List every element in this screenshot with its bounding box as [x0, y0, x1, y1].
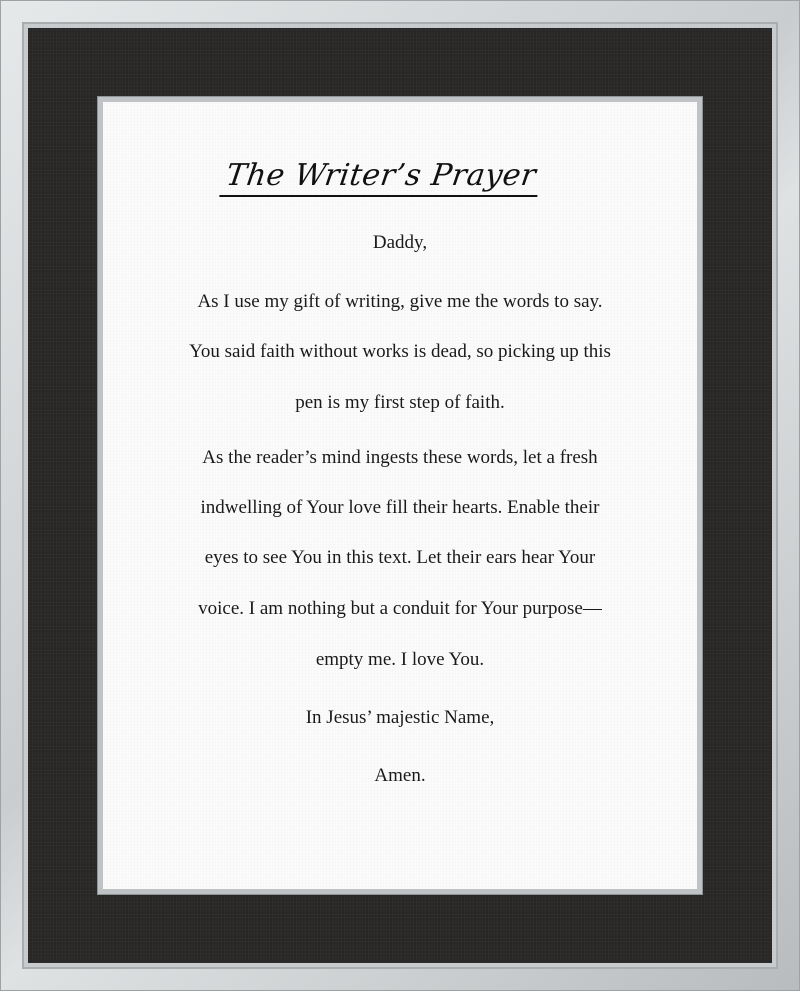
prayer-line: pen is my first step of faith.: [295, 392, 505, 413]
prayer-line: indwelling of Your love fill their hearts. Enable their: [200, 497, 600, 518]
prayer-title: [103, 158, 658, 197]
prayer-salutation: Daddy,: [372, 232, 428, 253]
prayer-line: As I use my gift of writing, give me the words to say.: [197, 291, 603, 312]
prayer-closing: In Jesus’ majestic Name,: [305, 707, 495, 728]
prayer-line: voice. I am nothing but a conduit for Your purpose—: [198, 598, 602, 619]
prayer-line: empty me. I love You.: [315, 649, 485, 670]
prayer-amen: Amen.: [374, 765, 426, 786]
prayer-line: eyes to see You in this text. Let their ears hear Your: [204, 547, 596, 568]
prayer-paper: [103, 102, 697, 889]
prayer-title-text: The Writer’s Prayer: [219, 158, 542, 197]
prayer-line: You said faith without works is dead, so picking up this: [189, 341, 611, 362]
prayer-line: As the reader’s mind ingests these words, let a fresh: [202, 447, 598, 468]
